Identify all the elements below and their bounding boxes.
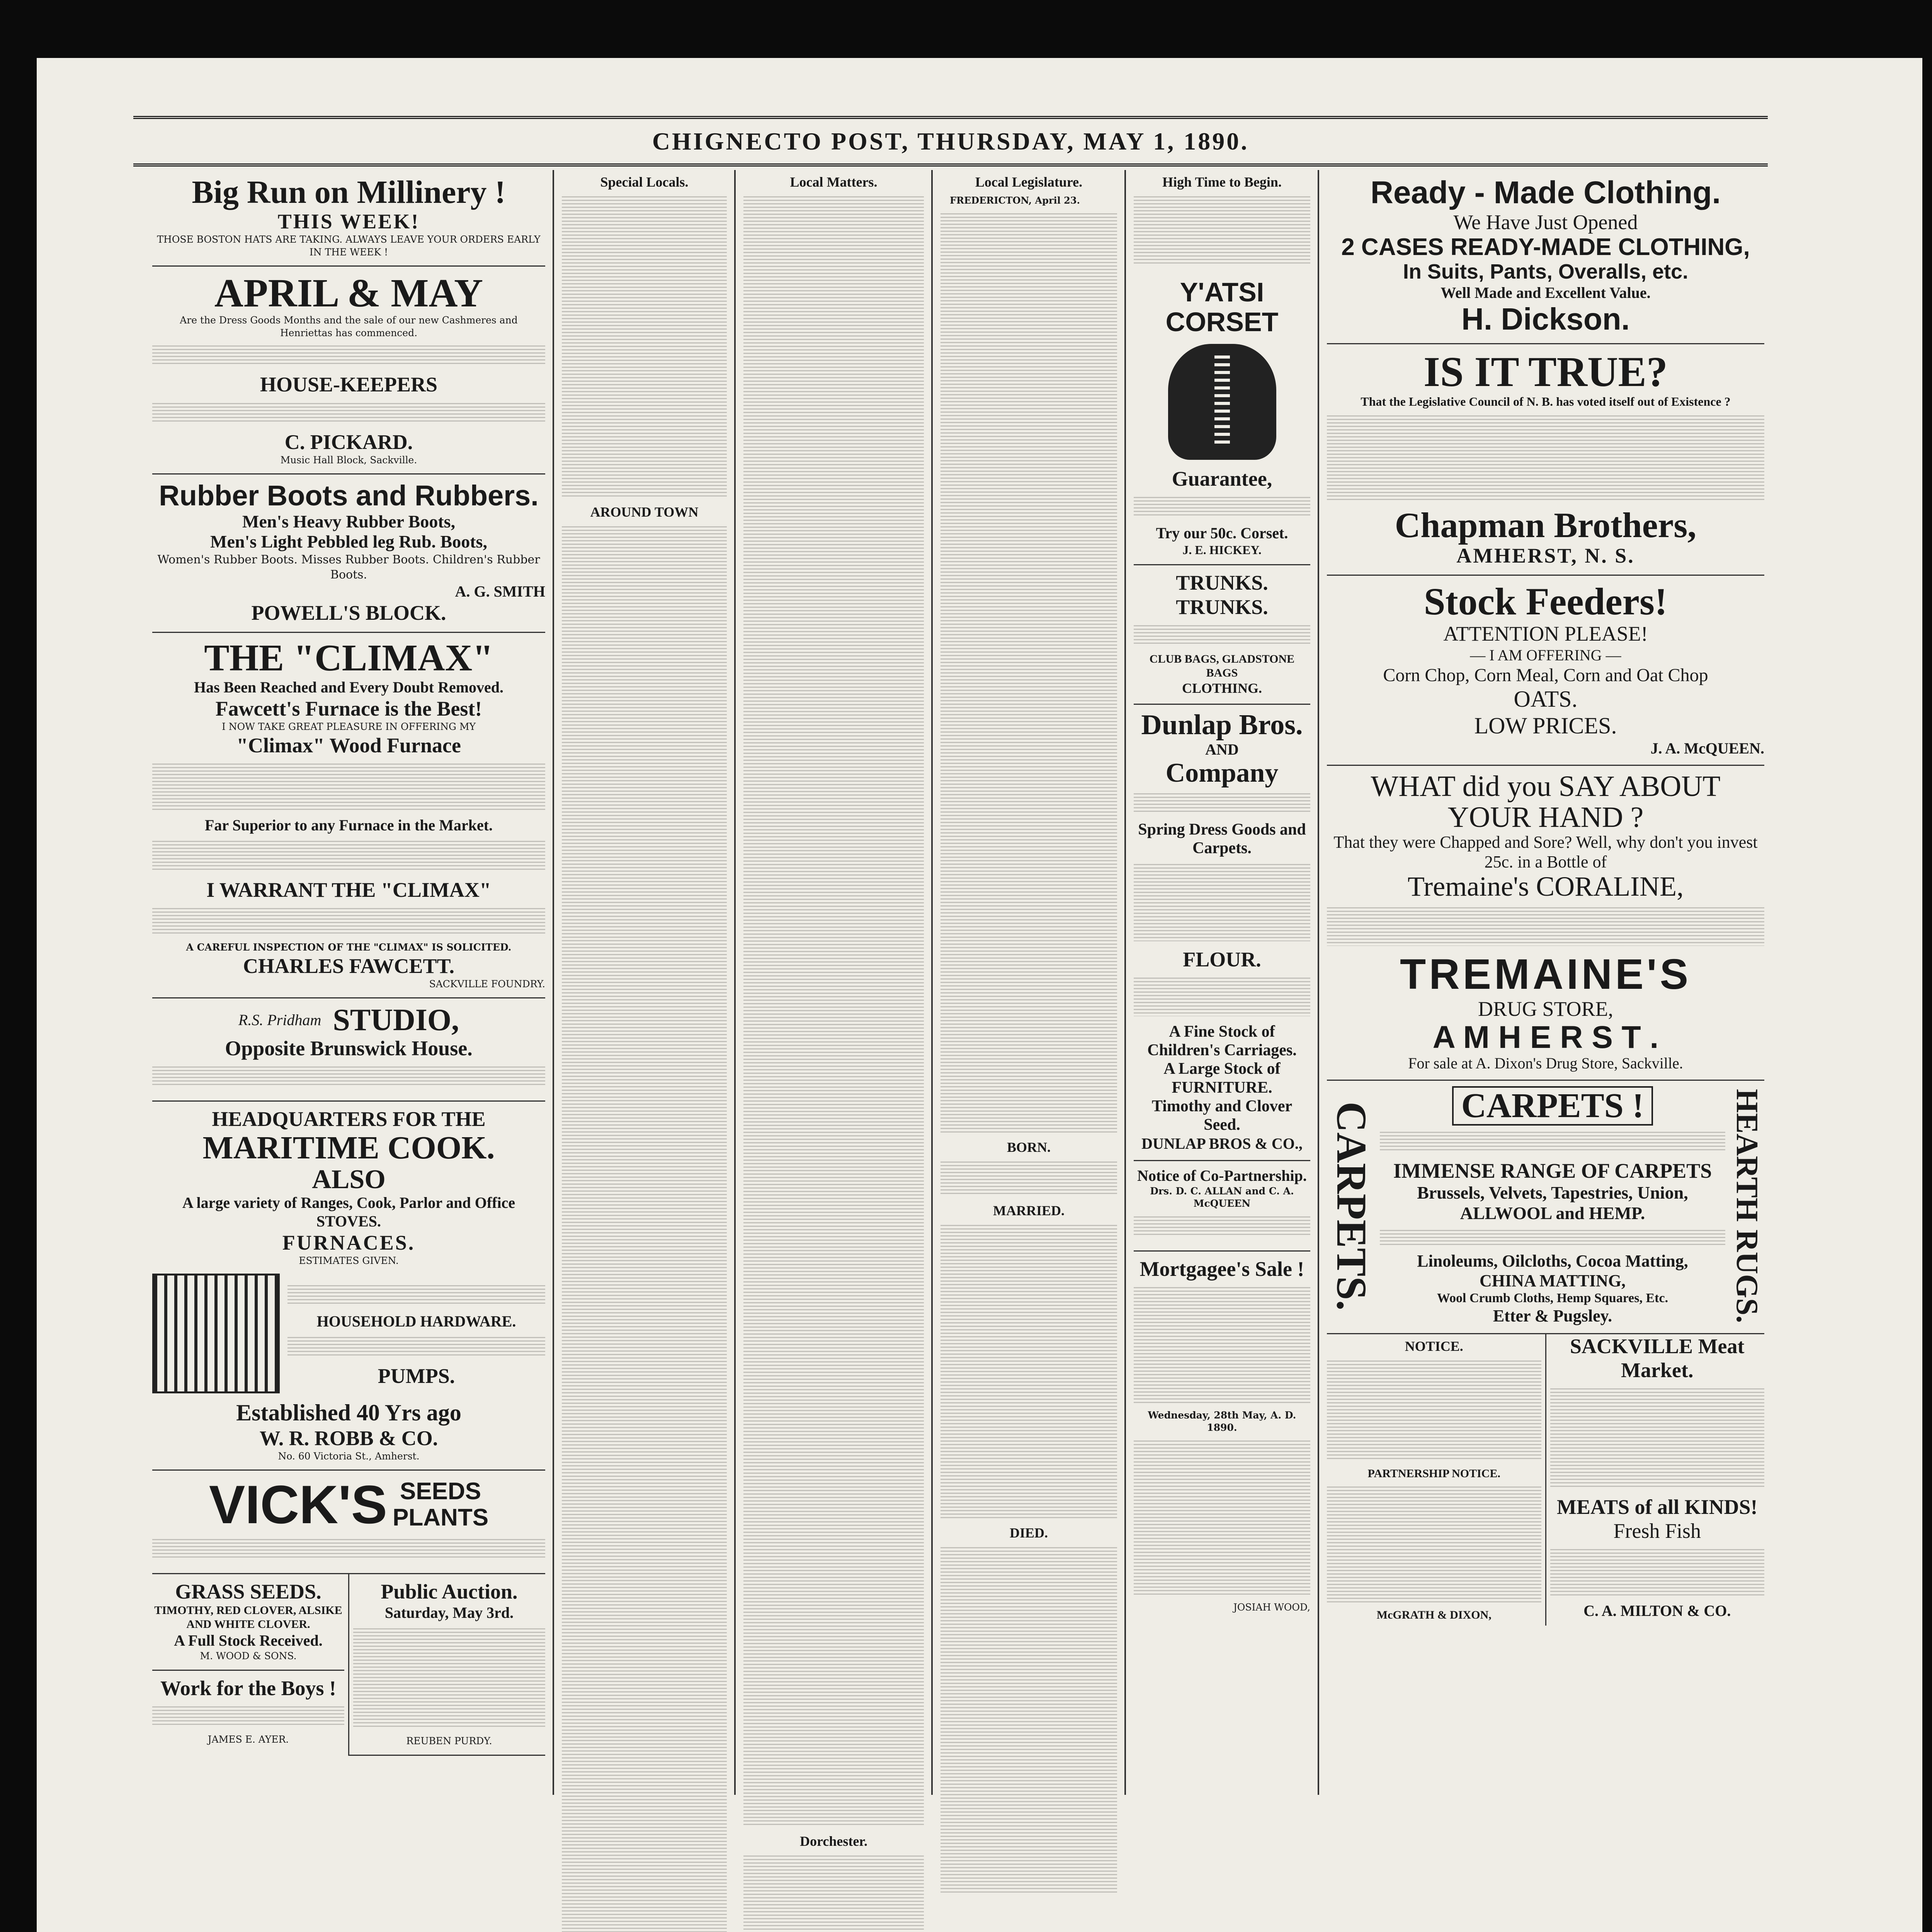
text-block: [1134, 793, 1310, 814]
column-rule: [553, 170, 554, 1795]
text-block: [152, 1539, 545, 1560]
section-heading: High Time to Begin.: [1162, 174, 1282, 190]
column-rule: [734, 170, 736, 1795]
ad-text: Are the Dress Goods Months and the sale of our new Cashmeres and Henriettas has commenced.: [180, 315, 518, 338]
ad-subhead: FURNACES.: [282, 1231, 415, 1255]
ad-subhead: I WARRANT THE "CLIMAX": [206, 878, 491, 901]
ad-headline: APRIL & MAY: [214, 271, 483, 316]
ad-headline: Rubber Boots and Rubbers.: [159, 480, 539, 512]
ad-headline: VICK'S: [209, 1474, 388, 1535]
ad-subhead: Well Made and Excellent Value.: [1440, 284, 1651, 301]
ad-headline: Notice of Co-Partnership.: [1137, 1167, 1307, 1184]
ready-made-clothing-ad: [1327, 170, 1764, 344]
ad-subhead: Linoleums, Oilcloths, Cocoa Matting,: [1417, 1252, 1688, 1271]
ad-subhead: TIMOTHY, RED CLOVER, ALSIKE AND WHITE CLOVER.: [154, 1604, 342, 1631]
ad-headline: 2 CASES READY-MADE CLOTHING,: [1341, 234, 1750, 261]
text-block: [1327, 1361, 1541, 1461]
ad-headline: IS IT TRUE?: [1423, 348, 1668, 395]
ad-headline: GRASS SEEDS.: [175, 1580, 321, 1604]
grass-seeds-ad: [152, 1574, 344, 1671]
text-block: [940, 1225, 1117, 1519]
ad-signature: J. E. HICKEY.: [1182, 543, 1262, 557]
ad-subhead: That the Legislative Council of N. B. has voted itself out of Existence ?: [1361, 395, 1731, 409]
ad-subhead: ATTENTION PLEASE!: [1443, 622, 1648, 646]
ad-subhead: HEADQUARTERS FOR THE: [212, 1107, 486, 1131]
ad-headline: PLANTS: [393, 1504, 489, 1531]
section-heading: BORN.: [1007, 1139, 1051, 1155]
ad-subhead: Drs. D. C. ALLAN and C. A. McQUEEN: [1150, 1185, 1294, 1209]
ad-subhead: HOUSEHOLD HARDWARE.: [316, 1312, 516, 1330]
work-boys-ad: [152, 1671, 344, 1753]
ad-headline: Stock Feeders!: [1423, 580, 1668, 623]
ad-headline: CARPETS !: [1452, 1086, 1653, 1126]
section-heading: PARTNERSHIP NOTICE.: [1367, 1467, 1500, 1480]
column-4: [935, 170, 1122, 1795]
ad-subhead: Corn Chop, Corn Meal, Corn and Oat Chop: [1383, 665, 1708, 685]
ad-text: Women's Rubber Boots. Misses Rubber Boots. Children's Rubber Boots.: [157, 553, 540, 582]
ad-headline: WHAT did you SAY ABOUT YOUR HAND ?: [1371, 770, 1721, 833]
text-block: [940, 1162, 1117, 1196]
ad-headline: A M H E R S T .: [1432, 1019, 1659, 1055]
ad-headline: Work for the Boys !: [160, 1676, 336, 1700]
ad-line: Men's Light Pebbled leg Rub. Boots,: [210, 532, 487, 552]
section-heading: Local Matters.: [790, 174, 878, 190]
text-block: [940, 213, 1117, 1133]
ad-headline: TREMAINE'S: [1400, 951, 1691, 998]
signature-script: R.S. Pridham: [238, 1011, 321, 1029]
ad-signature: JAMES E. AYER.: [207, 1733, 289, 1745]
corset-ad: [1134, 272, 1310, 565]
ad-subhead: Wednesday, 28th May, A. D. 1890.: [1148, 1409, 1296, 1434]
ad-subhead: CLUB BAGS, GLADSTONE BAGS: [1149, 652, 1295, 679]
ad-text: SACKVILLE FOUNDRY.: [429, 978, 545, 990]
ad-subhead: DRUG STORE,: [1478, 997, 1614, 1020]
ad-subhead: MEATS of all KINDS!: [1556, 1495, 1758, 1519]
section-heading: Dorchester.: [800, 1833, 867, 1849]
ad-line: Men's Heavy Rubber Boots,: [242, 511, 456, 531]
ad-subhead: That they were Chapped and Sore? Well, why don't you invest 25c. in a Bottle of: [1333, 833, 1758, 871]
text-block: [1380, 1132, 1725, 1153]
ad-text: Music Hall Block, Sackville.: [280, 454, 417, 466]
text-block: [353, 1628, 545, 1729]
column-rule: [1124, 170, 1126, 1795]
millinery-ad: [152, 170, 545, 267]
section-heading: AROUND TOWN: [590, 504, 699, 520]
text-block: [1134, 196, 1310, 266]
text-block: [1134, 497, 1310, 518]
rubber-boots-ad: [152, 474, 545, 633]
meat-market-ad: [1546, 1334, 1765, 1626]
column-6: [1321, 170, 1770, 1795]
text-block: [1134, 1440, 1310, 1595]
ad-subhead: Fresh Fish: [1613, 1519, 1701, 1543]
text-block: [940, 1547, 1117, 1895]
ad-line: A large variety of Ranges, Cook, Parlor and Office STOVES.: [182, 1194, 515, 1230]
text-block: [1134, 864, 1310, 941]
climax-furnace-ad: [152, 633, 545, 998]
april-may-ad: [152, 267, 545, 474]
ad-headline: ALSO: [312, 1164, 386, 1194]
ad-signature: W. R. ROBB & CO.: [259, 1426, 438, 1450]
ad-signature: DUNLAP BROS & CO.,: [1141, 1134, 1303, 1152]
text-block: [152, 764, 545, 810]
ad-headline: MARITIME COOK.: [202, 1130, 495, 1166]
text-block: [743, 196, 924, 1827]
column-2: [556, 170, 732, 1795]
text-block: [1380, 1230, 1725, 1245]
ad-subhead: Has Been Reached and Every Doubt Removed.: [194, 679, 504, 696]
ad-subhead: POWELL'S BLOCK.: [251, 601, 446, 625]
ad-subhead: AMHERST, N. S.: [1456, 544, 1635, 568]
text-block: [152, 345, 545, 366]
section-heading: Local Legislature.: [975, 174, 1083, 190]
text-block: [562, 196, 727, 498]
ad-subhead: Opposite Brunswick House.: [225, 1037, 473, 1060]
text-block: [1327, 1486, 1541, 1602]
ad-subhead: AND: [1205, 740, 1239, 758]
text-block: [152, 1706, 344, 1727]
text-block: [1134, 625, 1310, 646]
studio-ad: [152, 998, 545, 1102]
masthead: CHIGNECTO POST, THURSDAY, MAY 1, 1890.: [133, 116, 1768, 167]
ad-signature: J. A. McQUEEN.: [1650, 739, 1764, 757]
ad-subhead: Timothy and Clover Seed.: [1151, 1097, 1293, 1134]
vicks-seeds-ad: [152, 1471, 545, 1574]
bottom-notices-row: [1327, 1334, 1764, 1626]
ad-headline: THE "CLIMAX": [204, 637, 493, 679]
is-it-true-ad: [1327, 344, 1764, 576]
ad-vertical-label: CARPETS.: [1328, 1101, 1375, 1311]
text-block: [1134, 1216, 1310, 1237]
ad-headline: Mortgagee's Sale !: [1139, 1257, 1304, 1281]
public-auction-ad: [349, 1574, 545, 1756]
ad-subhead: CHINA MATTING,: [1479, 1271, 1626, 1290]
trunks-ad: [1134, 565, 1310, 704]
ad-subhead: Wool Crumb Cloths, Hemp Squares, Etc.: [1437, 1291, 1668, 1306]
ad-subhead: FLOUR.: [1183, 947, 1261, 971]
ad-text: ESTIMATES GIVEN.: [299, 1255, 399, 1267]
section-heading: DIED.: [1009, 1525, 1048, 1541]
text-block: [1134, 978, 1310, 1016]
ad-headline: Dunlap Bros.: [1141, 709, 1303, 741]
stock-feeders-ad: [1327, 576, 1764, 765]
ad-subhead: PUMPS.: [378, 1364, 455, 1388]
ad-headline: Chapman Brothers,: [1395, 505, 1697, 545]
column-3: [738, 170, 929, 1849]
robb-stoves-ad: [152, 1102, 545, 1471]
carpets-ad: [1327, 1081, 1764, 1334]
ad-signature: JOSIAH WOOD,: [1233, 1601, 1310, 1613]
coraline-ad: [1327, 766, 1764, 1081]
ad-subhead: OATS.: [1514, 686, 1578, 712]
section-heading: NOTICE.: [1405, 1338, 1463, 1354]
ad-subhead: "Climax" Wood Furnace: [236, 733, 461, 757]
ad-subhead: A Full Stock Received.: [174, 1632, 323, 1650]
ad-headline: Y'ATSI CORSET: [1165, 277, 1279, 337]
ad-subhead: In Suits, Pants, Overalls, etc.: [1403, 260, 1689, 284]
ad-headline: Big Run on Millinery !: [192, 174, 506, 210]
column-rule: [931, 170, 933, 1795]
text-block: [743, 1855, 924, 1932]
dateline: FREDERICTON, April 23.: [950, 195, 1080, 206]
text-block: [152, 1066, 545, 1087]
ad-subhead: IMMENSE RANGE OF CARPETS: [1393, 1159, 1712, 1183]
text-block: [287, 1285, 545, 1306]
text-block: [1327, 907, 1764, 946]
ad-signature: A. G. SMITH: [455, 583, 545, 600]
ad-text: No. 60 Victoria St., Amherst.: [278, 1450, 420, 1462]
section-heading: MARRIED.: [993, 1203, 1065, 1219]
ad-headline: Company: [1165, 758, 1279, 788]
ad-signature: M. WOOD & SONS.: [200, 1650, 297, 1662]
ad-text: A CAREFUL INSPECTION OF THE "CLIMAX" IS SOLICITED.: [186, 942, 512, 953]
ad-headline: SACKVILLE Meat Market.: [1570, 1334, 1745, 1382]
ad-subhead: Saturday, May 3rd.: [384, 1604, 514, 1622]
ad-signature: C. A. MILTON & CO.: [1583, 1602, 1731, 1620]
ad-subhead: A Large Stock of FURNITURE.: [1163, 1060, 1281, 1097]
text-block: [287, 1337, 545, 1358]
column-5: [1128, 170, 1316, 1795]
text-block: [152, 403, 545, 424]
ad-headline: STUDIO,: [333, 1003, 459, 1037]
ad-signature: CHARLES FAWCETT.: [243, 954, 455, 978]
section-heading: Special Locals.: [600, 174, 689, 190]
ad-signature: H. Dickson.: [1461, 301, 1630, 336]
text-block: [562, 526, 727, 1932]
text-block: [1550, 1388, 1765, 1489]
mortgagee-sale: [1134, 1252, 1310, 1621]
text-block: [1550, 1549, 1765, 1595]
ad-subhead: Fawcett's Furnace is the Best!: [215, 697, 482, 721]
ad-subhead: Spring Dress Goods and Carpets.: [1138, 821, 1306, 857]
ad-subhead: CLOTHING.: [1182, 680, 1262, 696]
ad-signature: Etter & Pugsley.: [1493, 1306, 1612, 1326]
ad-subhead: We Have Just Opened: [1453, 211, 1638, 234]
ad-headline: Ready - Made Clothing.: [1370, 175, 1721, 210]
text-block: [152, 841, 545, 872]
column-rule: [1318, 170, 1319, 1795]
ad-text: I NOW TAKE GREAT PLEASURE IN OFFERING MY: [221, 721, 476, 733]
dunlap-ad: [1134, 705, 1310, 1161]
ad-subhead: For sale at A. Dixon's Drug Store, Sackville.: [1408, 1054, 1683, 1072]
copartnership-notice: [1134, 1161, 1310, 1252]
ad-headline: SEEDS: [400, 1478, 481, 1505]
column-1: [147, 170, 551, 1795]
text-block: [1327, 415, 1764, 500]
ad-signature: C. PICKARD.: [284, 430, 413, 454]
ad-text: THOSE BOSTON HATS ARE TAKING. ALWAYS LEAVE YOUR ORDERS EARLY IN THE WEEK !: [157, 234, 541, 258]
ad-headline: TRUNKS. TRUNKS.: [1176, 571, 1268, 619]
ad-subhead: LOW PRICES.: [1474, 713, 1617, 738]
ad-headline: Public Auction.: [381, 1580, 518, 1604]
ad-subhead: A Fine Stock of Children's Carriages.: [1147, 1022, 1297, 1060]
ad-subhead: Brussels, Velvets, Tapestries, Union, ALLWOOL and HEMP.: [1417, 1183, 1688, 1223]
ad-signature: McGRATH & DIXON,: [1376, 1608, 1492, 1621]
ad-headline: Tremaine's CORALINE,: [1407, 871, 1684, 902]
ad-vertical-label: HEARTH RUGS.: [1730, 1089, 1764, 1323]
text-block: [1134, 1287, 1310, 1403]
ad-subhead: Try our 50c. Corset.: [1156, 524, 1288, 542]
ad-subhead: THIS WEEK!: [277, 210, 420, 233]
wringer-illustration: [152, 1274, 280, 1393]
ad-text: — I AM OFFERING —: [1470, 646, 1621, 664]
ad-subhead: Guarantee,: [1172, 467, 1272, 490]
corset-illustration: [1168, 344, 1276, 460]
ad-subhead: Far Superior to any Furnace in the Market.: [204, 816, 493, 834]
ad-subhead: HOUSE-KEEPERS: [260, 373, 438, 396]
ad-signature: REUBEN PURDY.: [406, 1735, 492, 1747]
ad-subhead: Established 40 Yrs ago: [236, 1400, 461, 1425]
text-block: [152, 908, 545, 935]
bottom-ads-row: [152, 1574, 545, 1756]
